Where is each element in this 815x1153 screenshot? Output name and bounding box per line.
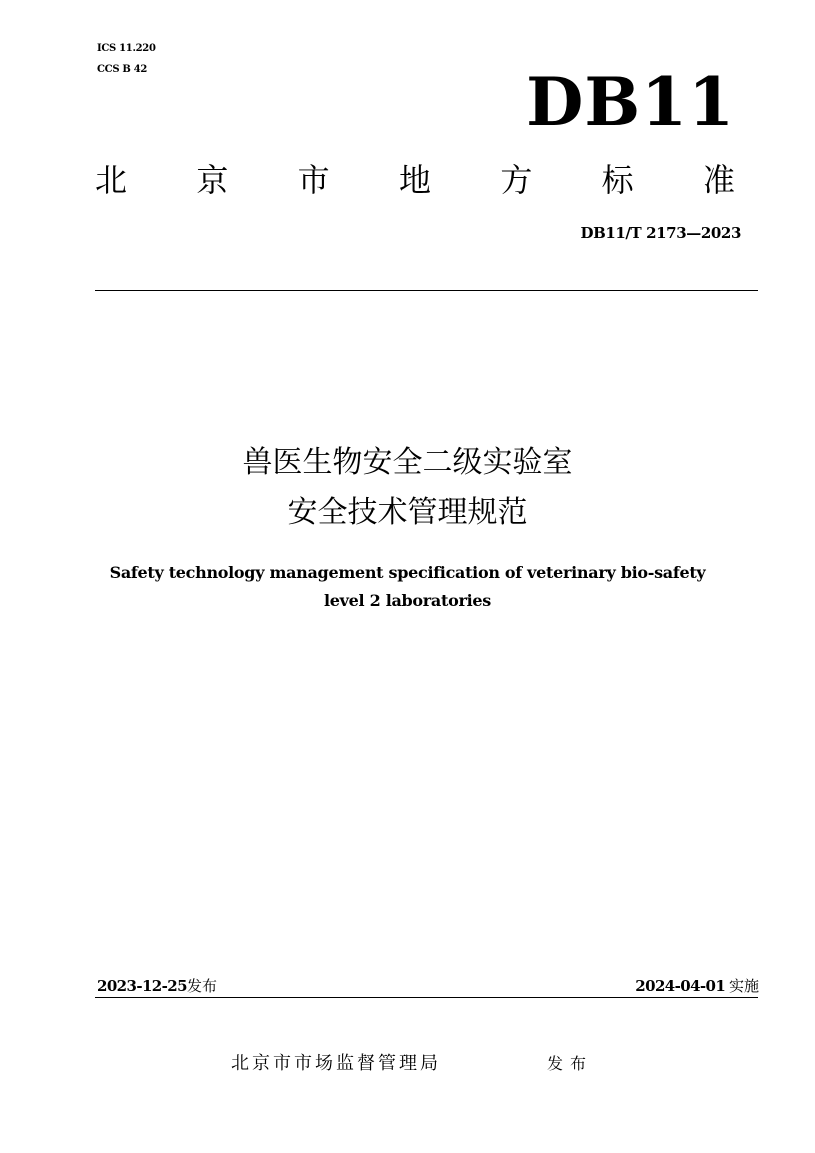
standard-type-char: 市 bbox=[297, 161, 330, 199]
ccs-code: CCS B 42 bbox=[97, 64, 148, 75]
publish-verb: 发布 bbox=[547, 1054, 594, 1073]
standard-number: DB11/T 2173—2023 bbox=[580, 224, 741, 242]
standard-type-char: 京 bbox=[196, 161, 229, 199]
ics-code: ICS 11.220 bbox=[97, 43, 156, 54]
issue-label: 发布 bbox=[186, 977, 217, 995]
implement-info bbox=[635, 976, 759, 997]
implement-label: 实施 bbox=[728, 977, 759, 995]
title-chinese-line2: 安全技术管理规范 bbox=[287, 495, 528, 530]
standard-type-heading bbox=[95, 158, 735, 202]
top-divider bbox=[95, 290, 758, 291]
bottom-divider bbox=[95, 997, 758, 998]
standard-type-char: 方 bbox=[500, 161, 533, 199]
publisher-name: 北京市市场监督管理局 bbox=[231, 1053, 441, 1074]
issue-date: 2023-12-25 bbox=[97, 977, 187, 995]
title-english-line1: Safety technology management specification of veterinary bio-safety bbox=[109, 563, 706, 582]
title-chinese-line1: 兽医生物安全二级实验室 bbox=[242, 445, 573, 480]
issue-info bbox=[97, 976, 217, 997]
standard-type-char: 地 bbox=[398, 161, 431, 199]
title-english-line2: level 2 laboratories bbox=[324, 591, 491, 610]
standard-type-char: 北 bbox=[95, 161, 128, 199]
standard-type-char: 标 bbox=[601, 161, 634, 199]
implement-date: 2024-04-01 bbox=[635, 977, 726, 995]
standard-code: DB11 bbox=[526, 63, 735, 141]
standard-type-char: 准 bbox=[702, 161, 735, 199]
